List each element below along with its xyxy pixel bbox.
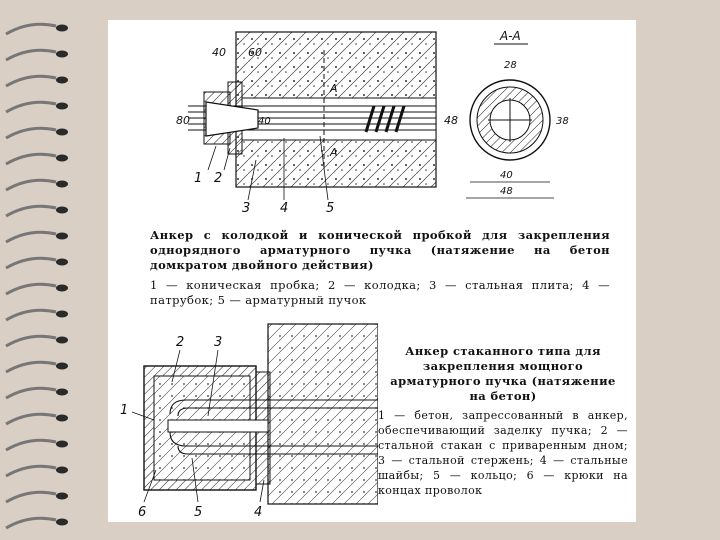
binding-hole bbox=[56, 363, 68, 370]
binding-hole bbox=[56, 467, 68, 474]
binding-ring bbox=[6, 310, 56, 320]
section-mark-top: A bbox=[330, 82, 338, 95]
binding-hole bbox=[56, 103, 68, 110]
binding-hole bbox=[56, 155, 68, 162]
binding-hole bbox=[56, 415, 68, 422]
section-view bbox=[470, 80, 550, 160]
binding-ring bbox=[6, 180, 56, 190]
section-mark-bottom: A bbox=[330, 146, 338, 159]
dimension-label: 40 bbox=[258, 116, 271, 127]
dimension-label: 60 bbox=[248, 46, 262, 59]
binding-hole bbox=[56, 129, 68, 136]
binding-hole bbox=[56, 77, 68, 84]
binding-hole bbox=[56, 337, 68, 344]
part-number: 3 bbox=[242, 201, 251, 216]
binding-ring bbox=[6, 154, 56, 164]
binding-hole bbox=[56, 233, 68, 240]
top-figure-caption: Анкер с колодкой и конической пробкой для закрепления однорядного арматурного пучка (натяжение на бетон домкратом двойного действия) bbox=[150, 228, 610, 272]
binding-ring bbox=[6, 336, 56, 346]
bore-channel bbox=[242, 98, 436, 140]
dimension-label: 28 bbox=[504, 60, 517, 71]
part-number: 5 bbox=[326, 201, 335, 216]
binding-ring bbox=[6, 362, 56, 372]
binding-ring bbox=[6, 24, 56, 34]
binding-ring bbox=[6, 128, 56, 138]
binding-hole bbox=[56, 285, 68, 292]
part-number: 4 bbox=[280, 201, 289, 216]
dimension-label: 38 bbox=[556, 116, 569, 127]
dimension-label: 80 bbox=[176, 114, 190, 127]
part-number: 2 bbox=[176, 335, 185, 350]
part-number: 1 bbox=[194, 171, 203, 186]
binding-ring bbox=[6, 258, 56, 268]
dimension-label: 48 bbox=[444, 114, 458, 127]
cup-anchor-drawing bbox=[108, 320, 378, 520]
binding-hole bbox=[56, 181, 68, 188]
bottom-figure-caption: Анкер стаканного типа для закрепления мощного арматурного пучка (натяжение на бетон) bbox=[390, 344, 616, 403]
spiral-binding-icon bbox=[0, 0, 80, 540]
bottom-figure-legend: 1 — бетон, запрессованный в анкер, обеспечивающий заделку пучка; 2 — стальной стакан с приваренным дном; 3 — стальной стержень; 4 — стальные шайбы; 5 — кольцо; 6 — крюки на концах проволок bbox=[378, 409, 628, 497]
dimension-label: 40 bbox=[212, 46, 226, 59]
binding-ring bbox=[6, 50, 56, 60]
anchor-block-drawing bbox=[108, 20, 636, 220]
binding-hole bbox=[56, 493, 68, 500]
binding-hole bbox=[56, 25, 68, 32]
binding-hole bbox=[56, 519, 68, 526]
top-figure-legend: 1 — коническая пробка; 2 — колодка; 3 — стальная плита; 4 — патрубок; 5 — арматурный пучок bbox=[150, 278, 610, 307]
binding-hole bbox=[56, 259, 68, 266]
part-number: 2 bbox=[214, 171, 223, 186]
binding-hole bbox=[56, 311, 68, 318]
dimension-label: 48 bbox=[500, 186, 513, 197]
binding-ring bbox=[6, 518, 56, 528]
binding-ring bbox=[6, 76, 56, 86]
dimension-label: 40 bbox=[500, 170, 513, 181]
binding-ring bbox=[6, 414, 56, 424]
part-number: 6 bbox=[138, 505, 147, 520]
section-title: А-А bbox=[500, 29, 521, 43]
part-number: 5 bbox=[194, 505, 203, 520]
binding-hole bbox=[56, 441, 68, 448]
concrete-mass bbox=[268, 324, 378, 504]
central-rod bbox=[168, 420, 268, 432]
binding-ring bbox=[6, 284, 56, 294]
binding-ring bbox=[6, 206, 56, 216]
part-number: 1 bbox=[120, 403, 129, 418]
binding-hole bbox=[56, 207, 68, 214]
binding-ring bbox=[6, 102, 56, 112]
binding-ring bbox=[6, 466, 56, 476]
binding-hole bbox=[56, 51, 68, 58]
binding-hole bbox=[56, 389, 68, 396]
binding-ring bbox=[6, 388, 56, 398]
part-number: 4 bbox=[254, 505, 263, 520]
binding-ring bbox=[6, 492, 56, 502]
part-number: 3 bbox=[214, 335, 223, 350]
binding-ring bbox=[6, 440, 56, 450]
binding-ring bbox=[6, 232, 56, 242]
